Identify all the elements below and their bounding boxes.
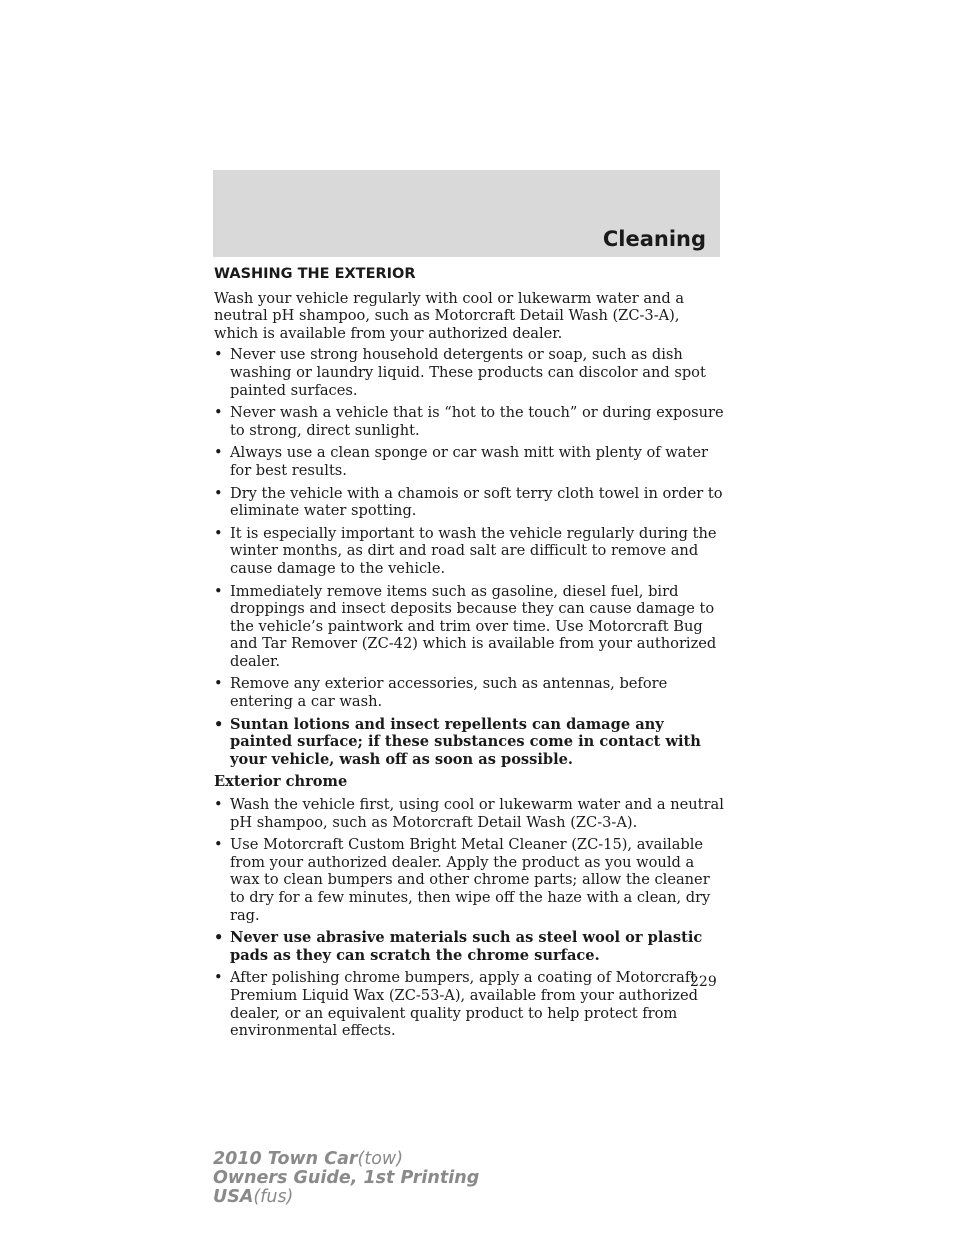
footer-print-info	[213, 1150, 479, 1207]
chrome-tips-list	[214, 796, 724, 1040]
footer-printing: Owners Guide, 1st Printing	[213, 1168, 480, 1188]
page-number: 229	[690, 974, 717, 990]
list-item-text: Never wash a vehicle that is “hot to the touch” or during exposure to strong, direct sunlight.	[230, 404, 724, 439]
list-item-text: Wash the vehicle first, using cool or lukewarm water and a neutral pH shampoo, such as Motorcraft Detail Wash (ZC-3-A).	[230, 796, 724, 831]
list-item	[214, 675, 724, 710]
footer-model: 2010 Town Car	[213, 1149, 358, 1169]
bullet-icon: •	[214, 969, 223, 987]
bullet-icon: •	[214, 346, 223, 364]
list-item-text: Dry the vehicle with a chamois or soft terry cloth towel in order to eliminate water spotting.	[230, 484, 723, 520]
footer-model-code: (tow)	[357, 1149, 404, 1169]
list-item	[214, 485, 724, 520]
washing-tips-list	[214, 346, 724, 768]
footer-line-3	[213, 1188, 479, 1207]
footer-market: USA	[213, 1187, 254, 1207]
list-item-text: Use Motorcraft Custom Bright Metal Cleaner (ZC-15), available from your authorized dealer. Apply the product as you would a wax to clean bumpers and other chrome parts; allow the cleaner to dry for a few minutes, then wipe off the haze with a clean, dry rag.	[230, 836, 711, 924]
bullet-icon: •	[214, 715, 224, 733]
section-header-band	[213, 170, 720, 257]
list-item-text: Always use a clean sponge or car wash mitt with plenty of water for best results.	[230, 444, 708, 479]
footer-line-2	[213, 1169, 479, 1188]
list-item-text: Immediately remove items such as gasoline, diesel fuel, bird droppings and insect deposits because they can cause damage to the vehicle’s paintwork and trim over time. Use Motorcraft Bug and Tar Remover (ZC-42) which is available from your authorized dealer.	[230, 582, 717, 670]
bullet-icon: •	[214, 796, 223, 814]
list-item-text: Never use abrasive materials such as steel wool or plastic pads as they can scratch the chrome surface.	[230, 929, 703, 964]
bullet-icon: •	[214, 836, 223, 854]
list-item	[214, 404, 724, 439]
section-title: Cleaning	[602, 227, 706, 251]
bullet-icon: •	[214, 484, 223, 502]
page-content	[214, 266, 724, 1045]
list-item	[214, 583, 724, 671]
list-item	[214, 444, 724, 479]
list-item	[214, 525, 724, 578]
bullet-icon: •	[214, 582, 223, 600]
exterior-chrome-heading: Exterior chrome	[214, 773, 348, 791]
list-item-text: It is especially important to wash the vehicle regularly during the winter months, as dirt and road salt are difficult to remove and cause damage to the vehicle.	[230, 524, 717, 577]
list-item-text: After polishing chrome bumpers, apply a coating of Motorcraft Premium Liquid Wax (ZC-53-A), available from your authorized dealer, or an equivalent quality product to help protect from environmental effects.	[230, 969, 698, 1040]
warning-list-item	[214, 929, 724, 964]
list-item	[214, 796, 724, 831]
footer-line-1	[213, 1150, 479, 1169]
bullet-icon: •	[214, 404, 223, 422]
list-item	[214, 346, 724, 399]
bullet-icon: •	[214, 675, 223, 693]
list-item-text: Never use strong household detergents or soap, such as dish washing or laundry liquid. These products can discolor and spot painted surfaces.	[230, 346, 706, 399]
bullet-icon: •	[214, 929, 224, 947]
bullet-icon: •	[214, 444, 223, 462]
list-item	[214, 836, 724, 924]
footer-market-code: (fus)	[253, 1187, 294, 1207]
list-item	[214, 969, 724, 1039]
intro-paragraph: Wash your vehicle regularly with cool or lukewarm water and a neutral pH shampoo, such as Motorcraft Detail Wash (ZC-3-A), which is available from your authorized dealer.	[214, 289, 685, 342]
page-heading: WASHING THE EXTERIOR	[214, 266, 416, 282]
warning-list-item	[214, 716, 724, 769]
bullet-icon: •	[214, 524, 223, 542]
list-item-text: Suntan lotions and insect repellents can damage any painted surface; if these substances come in contact with your vehicle, wash off as soon as possible.	[230, 715, 701, 768]
list-item-text: Remove any exterior accessories, such as antennas, before entering a car wash.	[230, 675, 668, 711]
